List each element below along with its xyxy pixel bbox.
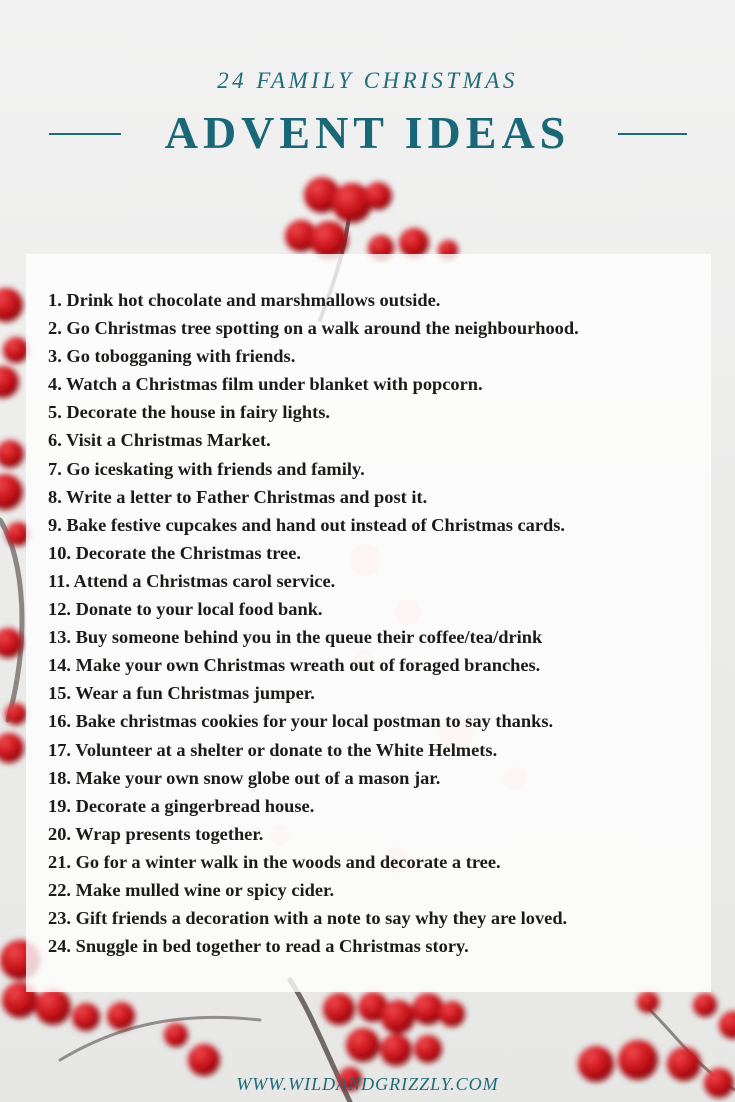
idea-item-2: 2. Go Christmas tree spotting on a walk around the neighbourhood.	[48, 318, 579, 339]
idea-item-7: 7. Go iceskating with friends and family.	[48, 458, 365, 479]
idea-item-15: 15. Wear a fun Christmas jumper.	[48, 683, 315, 704]
idea-item-21: 21. Go for a winter walk in the woods and decorate a tree.	[48, 851, 501, 872]
idea-item-19: 19. Decorate a gingerbread house.	[48, 795, 315, 816]
idea-item-10: 10. Decorate the Christmas tree.	[48, 542, 301, 563]
idea-item-23: 23. Gift friends a decoration with a note to say why they are loved.	[48, 908, 568, 929]
idea-item-16: 16. Bake christmas cookies for your local postman to say thanks.	[48, 711, 554, 732]
idea-item-11: 11. Attend a Christmas carol service.	[48, 570, 336, 591]
idea-item-12: 12. Donate to your local food bank.	[48, 599, 323, 620]
title-rule-right	[618, 133, 687, 135]
header	[0, 62, 735, 161]
website-url: WWW.WILDANDGRIZZLY.COM	[236, 1074, 499, 1094]
ideas-panel	[26, 254, 711, 992]
idea-item-1: 1. Drink hot chocolate and marshmallows outside.	[48, 290, 441, 310]
idea-item-24: 24. Snuggle in bed together to read a Christmas story.	[48, 936, 469, 957]
idea-item-17: 17. Volunteer at a shelter or donate to the White Helmets.	[48, 739, 498, 760]
idea-item-4: 4. Watch a Christmas film under blanket with popcorn.	[48, 374, 483, 395]
idea-item-18: 18. Make your own snow globe out of a mason jar.	[48, 767, 441, 788]
subtitle: 24 FAMILY CHRISTMAS	[217, 68, 518, 93]
idea-item-20: 20. Wrap presents together.	[48, 823, 264, 844]
idea-item-9: 9. Bake festive cupcakes and hand out instead of Christmas cards.	[48, 514, 566, 535]
idea-item-22: 22. Make mulled wine or spicy cider.	[48, 879, 335, 900]
idea-item-14: 14. Make your own Christmas wreath out of foraged branches.	[48, 655, 541, 676]
title-row	[0, 105, 735, 161]
idea-item-3: 3. Go tobogganing with friends.	[48, 346, 296, 367]
idea-item-5: 5. Decorate the house in fairy lights.	[48, 402, 330, 423]
idea-item-8: 8. Write a letter to Father Christmas and post it.	[48, 486, 428, 507]
idea-item-13: 13. Buy someone behind you in the queue their coffee/tea/drink	[48, 627, 543, 648]
idea-item-6: 6. Visit a Christmas Market.	[48, 430, 271, 451]
page-title: ADVENT IDEAS	[164, 107, 571, 158]
ideas-list	[48, 286, 711, 960]
